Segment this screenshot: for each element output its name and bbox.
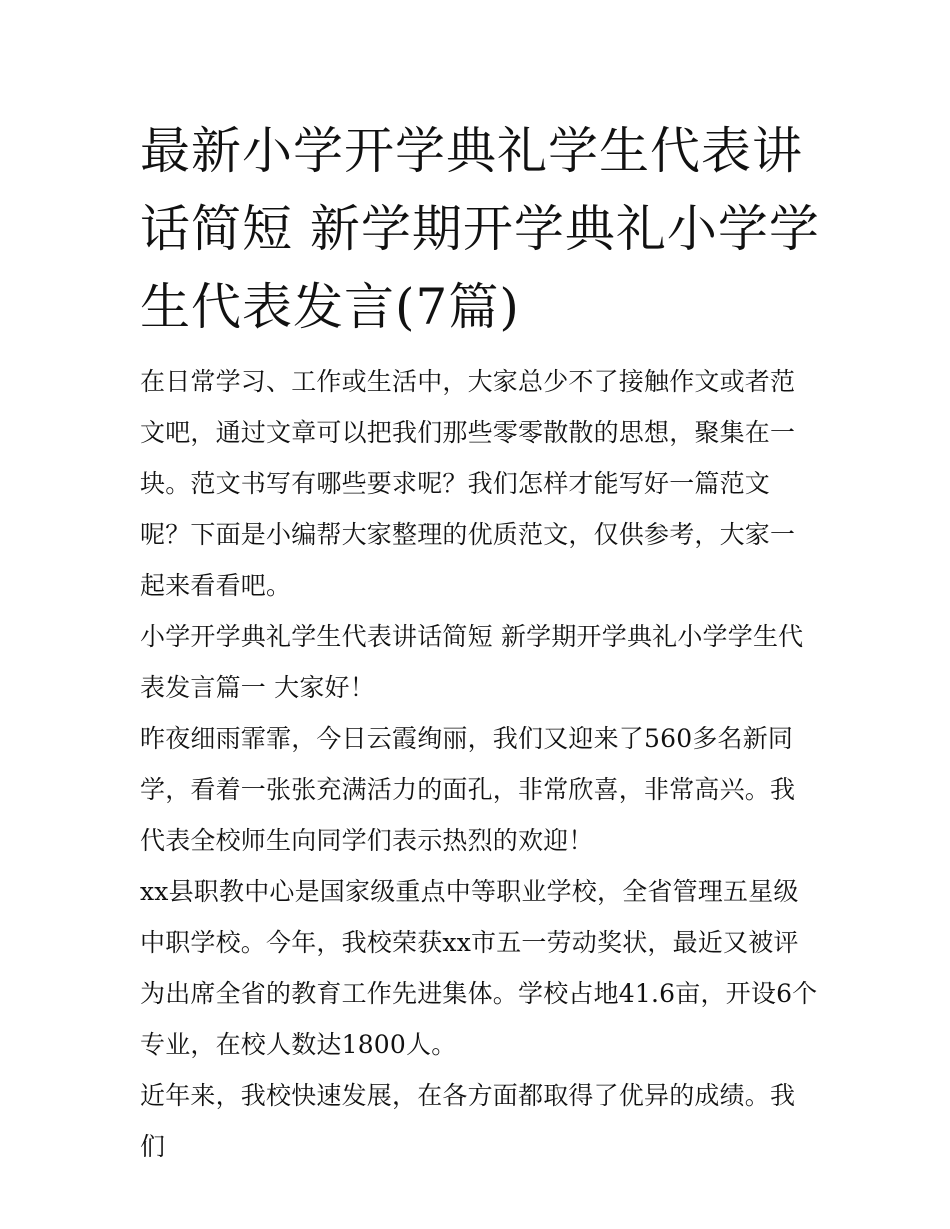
paragraph-section-heading: 小学开学典礼学生代表讲话简短 新学期开学典礼小学学生代表发言篇一 大家好！ xyxy=(140,622,804,702)
paragraph-welcome: 昨夜细雨霏霏，今日云霞绚丽，我们又迎来了560多名新同学，看着一张张充满活力的面孔，非常欣喜，非常高兴。我代表全校师生向同学们表示热烈的欢迎！ xyxy=(140,724,796,855)
document-page xyxy=(140,112,820,1172)
paragraph-intro: 在日常学习、工作或生活中，大家总少不了接触作文或者范文吧，通过文章可以把我们那些零零散散的思想，聚集在一块。范文书写有哪些要求呢？我们怎样才能写好一篇范文呢？下面是小编帮大家整理的优质范文，仅供参考，大家一起来看看吧。 xyxy=(140,367,796,600)
paragraph-achievements: 近年来，我校快速发展，在各方面都取得了优异的成绩。我们 xyxy=(140,1081,796,1161)
paragraph-school-intro: xx县职教中心是国家级重点中等职业学校，全省管理五星级中职学校。今年，我校荣获xx市五一劳动奖状，最近又被评为出席全省的教育工作先进集体。学校占地41.6亩，开设6个专业，在校人数达1800人。 xyxy=(140,877,818,1059)
document-title: 最新小学开学典礼学生代表讲话简短 新学期开学典礼小学学生代表发言(7篇) xyxy=(140,122,820,336)
